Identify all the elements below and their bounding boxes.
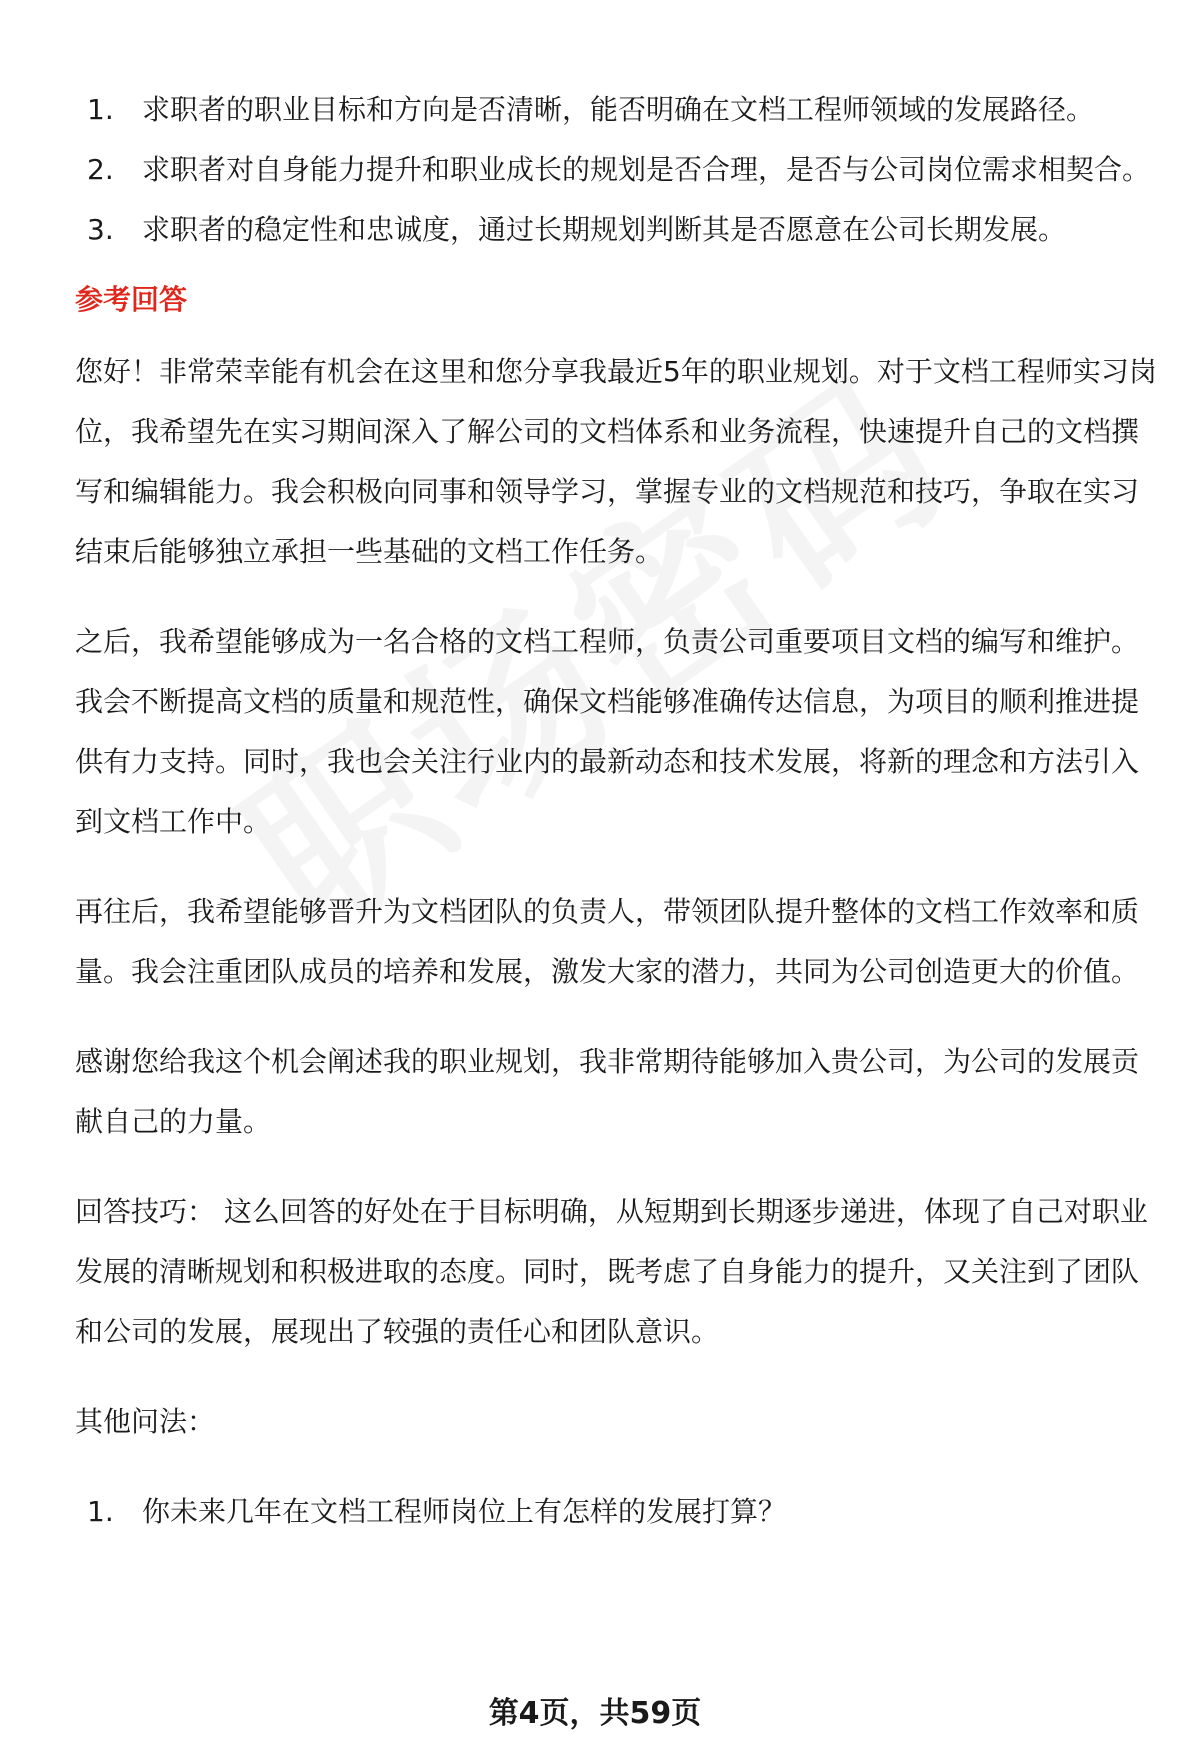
paragraph: 您好！非常荣幸能有机会在这里和您分享我最近5年的职业规划。对于文档工程师实习岗位，我希望先在实习期间深入了解公司的文档体系和业务流程，快速提升自己的文档撰写和编辑能力。我会积极向同事和领导学习，掌握专业的文档规范和技巧，争取在实习结束后能够独立承担一些基础的文档工作任务。 [75, 355, 1157, 568]
other-questions-heading: 其他问法： [75, 1405, 216, 1438]
page-footer: 第4页，共59页 [488, 1696, 702, 1731]
list-item-number: 1. [87, 93, 114, 126]
list-item [87, 1482, 1165, 1542]
list-item-number: 2. [87, 153, 114, 186]
other-questions-list [75, 1482, 1165, 1542]
criteria-list [75, 80, 1165, 260]
list-item-number: 1. [87, 1495, 114, 1528]
section-title: 参考回答 [75, 283, 188, 316]
list-item-text: 求职者的职业目标和方向是否清晰，能否明确在文档工程师领域的发展路径。 [142, 93, 1095, 126]
answer-tips: 回答技巧： 这么回答的好处在于目标明确，从短期到长期逐步递进，体现了自己对职业发展的清晰规划和积极进取的态度。同时，既考虑了自身能力的提升，又关注到了团队和公司的发展，展现出了较强的责任心和团队意识。 [75, 1195, 1148, 1348]
list-item [87, 200, 1165, 260]
paragraph: 再往后，我希望能够晋升为文档团队的负责人，带领团队提升整体的文档工作效率和质量。我会注重团队成员的培养和发展，激发大家的潜力，共同为公司创造更大的价值。 [75, 895, 1140, 988]
list-item-text: 求职者对自身能力提升和职业成长的规划是否合理，是否与公司岗位需求相契合。 [142, 153, 1151, 186]
page-content [75, 80, 1165, 1542]
list-item-number: 3. [87, 213, 114, 246]
list-item [87, 140, 1165, 200]
list-item [87, 80, 1165, 140]
paragraph: 之后，我希望能够成为一名合格的文档工程师，负责公司重要项目文档的编写和维护。我会不断提高文档的质量和规范性，确保文档能够准确传达信息，为项目的顺利推进提供有力支持。同时，我也会关注行业内的最新动态和技术发展，将新的理念和方法引入到文档工作中。 [75, 625, 1140, 838]
list-item-text: 求职者的稳定性和忠诚度，通过长期规划判断其是否愿意在公司长期发展。 [142, 213, 1067, 246]
list-item-text: 你未来几年在文档工程师岗位上有怎样的发展打算？ [142, 1495, 787, 1528]
paragraph: 感谢您给我这个机会阐述我的职业规划，我非常期待能够加入贵公司，为公司的发展贡献自己的力量。 [75, 1045, 1140, 1138]
